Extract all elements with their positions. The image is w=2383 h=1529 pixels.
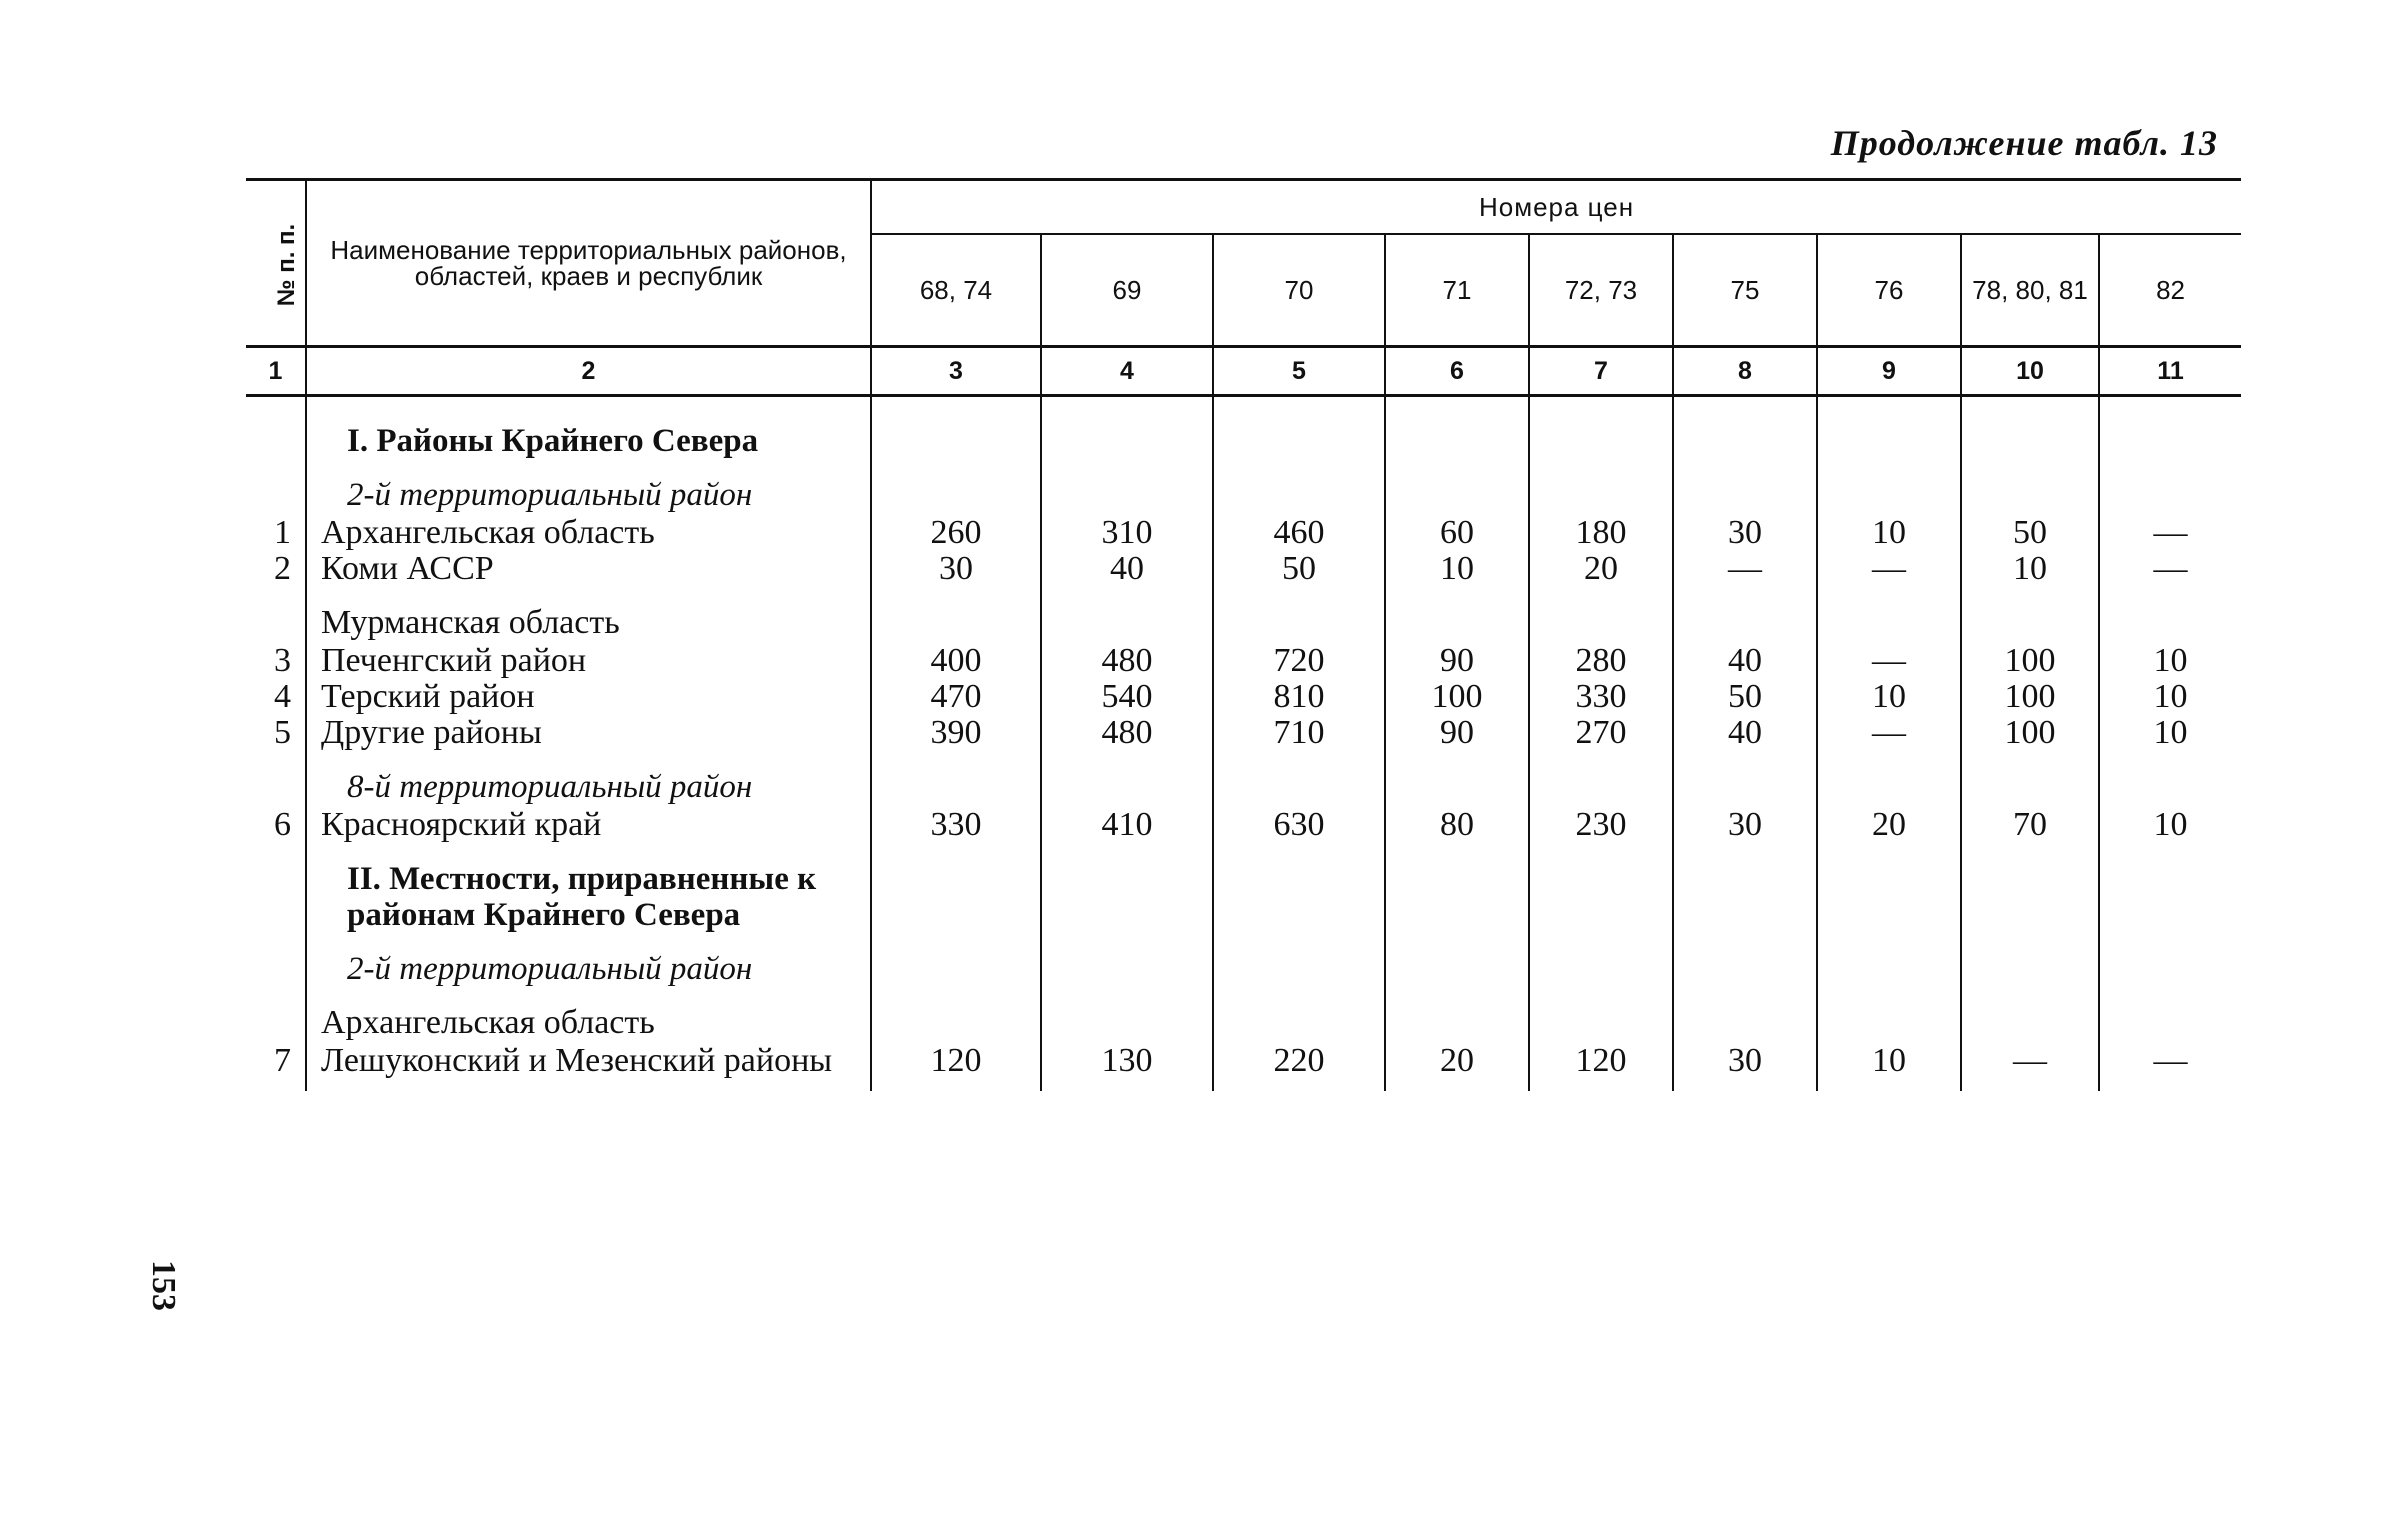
price-value-cell [871,605,1041,641]
price-value-cell [1673,769,1817,805]
spacer-cell [1041,587,1213,605]
price-value-cell: 100 [1961,643,2099,679]
spacer-cell [1213,1079,1385,1091]
price-value-cell: 330 [1529,679,1673,715]
price-value-cell: 120 [1529,1043,1673,1079]
price-value-cell: 400 [871,643,1041,679]
subsection-title: 2-й территориальный район [306,477,871,513]
column-index-cell: 2 [306,347,871,396]
price-value-cell [1529,477,1673,513]
spacer-cell [1529,587,1673,605]
page-number: 153 [145,1260,182,1311]
header-group-label: Номера цен [871,180,2241,235]
spacer-cell [1385,459,1529,477]
price-value-cell: 540 [1041,679,1213,715]
price-value-cell [1961,769,2099,805]
row-number-cell [246,423,306,459]
spacer-cell [871,933,1041,951]
price-value-cell: — [1817,643,1961,679]
spacer-cell [1213,751,1385,769]
spacer-cell [1529,933,1673,951]
price-value-cell: — [1673,551,1817,587]
price-value-cell: 10 [1817,679,1961,715]
spacer-cell [306,396,871,424]
spacer-cell [246,751,306,769]
price-value-cell [1213,769,1385,805]
price-code-header: 78, 80, 81 [1961,234,2099,347]
price-value-cell: — [1817,715,1961,751]
price-value-cell: 630 [1213,807,1385,843]
spacer-cell [1041,987,1213,1005]
price-value-cell: 280 [1529,643,1673,679]
spacer-cell [1961,751,2099,769]
price-code-header: 72, 73 [1529,234,1673,347]
spacer-cell [1041,843,1213,861]
price-value-cell: 90 [1385,643,1529,679]
section-heading-row [246,423,2241,459]
price-value-cell: 60 [1385,515,1529,551]
spacer-cell [871,396,1041,424]
price-value-cell [1817,951,1961,987]
price-value-cell: 470 [871,679,1041,715]
spacer-cell [1213,933,1385,951]
spacer-row [246,751,2241,769]
spacer-cell [2099,396,2241,424]
spacer-cell [246,1079,306,1091]
price-value-cell: — [2099,515,2241,551]
table-row [246,807,2241,843]
spacer-cell [1041,396,1213,424]
price-value-cell: 20 [1529,551,1673,587]
region-name: Терский район [306,679,871,715]
price-value-cell: 120 [871,1043,1041,1079]
table-caption: Продолжение табл. 13 [1830,123,2218,163]
price-value-cell: 100 [1961,715,2099,751]
price-value-cell: 30 [871,551,1041,587]
spacer-cell [1385,933,1529,951]
group-heading-row [246,605,2241,641]
group-heading-row [246,1005,2241,1041]
price-value-cell: 100 [1961,679,2099,715]
spacer-cell [1529,987,1673,1005]
spacer-cell [306,587,871,605]
table-row [246,515,2241,551]
row-number-cell [246,769,306,805]
spacer-cell [1529,459,1673,477]
price-value-cell [1673,423,1817,459]
region-name: Коми АССР [306,551,871,587]
header-no-label: № п. п. [273,223,301,306]
price-value-cell: 50 [1961,515,2099,551]
column-index-cell: 10 [1961,347,2099,396]
price-value-cell [1817,861,1961,933]
price-value-cell: 460 [1213,515,1385,551]
row-number-cell [246,861,306,933]
price-value-cell: 100 [1385,679,1529,715]
table-row [246,1043,2241,1079]
table-row [246,551,2241,587]
spacer-cell [1961,987,2099,1005]
spacer-cell [1673,843,1817,861]
spacer-cell [1673,587,1817,605]
spacer-row [246,987,2241,1005]
price-value-cell [871,861,1041,933]
price-value-cell: 270 [1529,715,1673,751]
price-value-cell [2099,1005,2241,1041]
price-value-cell [1673,605,1817,641]
spacer-cell [2099,843,2241,861]
spacer-cell [871,459,1041,477]
price-value-cell: 220 [1213,1043,1385,1079]
spacer-cell [246,933,306,951]
price-value-cell [1385,423,1529,459]
section-heading-row [246,861,2241,933]
price-value-cell [1817,1005,1961,1041]
price-value-cell [1213,423,1385,459]
section-title: II. Местности, приравненные к районам Крайнего Севера [306,861,871,933]
price-value-cell [1041,861,1213,933]
price-value-cell [1529,1005,1673,1041]
subsection-heading-row [246,477,2241,513]
price-code-header: 75 [1673,234,1817,347]
spacer-cell [306,987,871,1005]
spacer-cell [1673,459,1817,477]
spacer-cell [2099,587,2241,605]
spacer-cell [1385,751,1529,769]
price-value-cell [871,951,1041,987]
price-value-cell [1213,477,1385,513]
price-value-cell [1041,605,1213,641]
spacer-cell [246,987,306,1005]
price-value-cell [1529,861,1673,933]
price-value-cell [871,769,1041,805]
price-value-cell [1385,769,1529,805]
spacer-cell [1817,587,1961,605]
spacer-cell [1041,1079,1213,1091]
row-number-cell [246,477,306,513]
price-value-cell [1817,769,1961,805]
group-title: Архангельская область [306,1005,871,1041]
price-value-cell [871,423,1041,459]
column-index-cell: 6 [1385,347,1529,396]
spacer-cell [1041,459,1213,477]
spacer-cell [1817,396,1961,424]
price-value-cell [1041,423,1213,459]
spacer-row [246,396,2241,424]
spacer-cell [306,1079,871,1091]
price-value-cell: 30 [1673,515,1817,551]
price-value-cell: 20 [1817,807,1961,843]
region-name: Другие районы [306,715,871,751]
price-value-cell: 20 [1385,1043,1529,1079]
row-number-cell [246,951,306,987]
price-value-cell [1673,477,1817,513]
spacer-cell [1385,843,1529,861]
spacer-cell [246,396,306,424]
spacer-cell [1817,843,1961,861]
spacer-cell [1673,396,1817,424]
price-value-cell: 80 [1385,807,1529,843]
spacer-row [246,587,2241,605]
price-code-header: 76 [1817,234,1961,347]
subsection-title: 2-й территориальный район [306,951,871,987]
spacer-cell [1529,1079,1673,1091]
price-code-header: 68, 74 [871,234,1041,347]
price-value-cell [1213,1005,1385,1041]
price-value-cell: 310 [1041,515,1213,551]
spacer-cell [1385,587,1529,605]
price-value-cell [1529,951,1673,987]
price-value-cell: 10 [2099,715,2241,751]
price-value-cell: 480 [1041,643,1213,679]
price-code-header: 71 [1385,234,1529,347]
spacer-cell [306,751,871,769]
table-body [246,396,2241,1092]
price-value-cell [1385,477,1529,513]
spacer-cell [1673,751,1817,769]
subsection-heading-row [246,769,2241,805]
price-value-cell: 330 [871,807,1041,843]
spacer-cell [1213,843,1385,861]
price-value-cell: 410 [1041,807,1213,843]
spacer-cell [306,843,871,861]
price-value-cell: 30 [1673,1043,1817,1079]
spacer-cell [871,987,1041,1005]
price-value-cell: 10 [1817,515,1961,551]
price-value-cell [871,1005,1041,1041]
price-value-cell: 230 [1529,807,1673,843]
price-value-cell [1529,605,1673,641]
column-index-row [246,347,2241,396]
spacer-cell [1385,987,1529,1005]
price-value-cell [1385,861,1529,933]
row-number-cell: 6 [274,806,291,843]
price-value-cell: 40 [1673,715,1817,751]
price-value-cell: 260 [871,515,1041,551]
region-name: Красноярский край [306,807,871,843]
price-value-cell: 10 [1385,551,1529,587]
price-value-cell: 70 [1961,807,2099,843]
price-value-cell [1817,477,1961,513]
price-code-header: 82 [2099,234,2241,347]
spacer-cell [306,459,871,477]
region-name: Лешуконский и Мезенский районы [306,1043,871,1079]
spacer-cell [246,587,306,605]
price-value-cell: 10 [2099,643,2241,679]
spacer-row [246,933,2241,951]
spacer-cell [1817,987,1961,1005]
price-value-cell: 90 [1385,715,1529,751]
spacer-cell [1817,933,1961,951]
price-value-cell: — [2099,551,2241,587]
price-value-cell [1961,605,2099,641]
spacer-cell [306,933,871,951]
price-value-cell: 810 [1213,679,1385,715]
price-value-cell [1041,1005,1213,1041]
spacer-cell [1213,459,1385,477]
price-value-cell [2099,769,2241,805]
price-value-cell [1817,423,1961,459]
spacer-cell [2099,459,2241,477]
table-row [246,715,2241,751]
price-value-cell [871,477,1041,513]
price-value-cell [1673,861,1817,933]
row-number-cell: 5 [274,714,291,751]
price-value-cell [2099,605,2241,641]
row-number-cell [246,605,306,641]
column-index-cell: 8 [1673,347,1817,396]
spacer-cell [1529,751,1673,769]
row-number-cell: 2 [274,550,291,587]
price-value-cell [1961,951,2099,987]
spacer-cell [1041,751,1213,769]
spacer-cell [1673,933,1817,951]
price-value-cell [1041,769,1213,805]
spacer-cell [1529,396,1673,424]
price-value-cell [1041,951,1213,987]
spacer-row [246,459,2241,477]
price-value-cell [1673,1005,1817,1041]
column-index-cell: 7 [1529,347,1673,396]
column-index-cell: 1 [246,347,306,396]
spacer-cell [1041,933,1213,951]
spacer-cell [1817,1079,1961,1091]
price-value-cell: 130 [1041,1043,1213,1079]
table-row [246,643,2241,679]
price-value-cell: — [2099,1043,2241,1079]
spacer-row [246,1079,2241,1091]
price-value-cell: 10 [2099,807,2241,843]
price-value-cell: 40 [1041,551,1213,587]
row-number-cell: 7 [274,1042,291,1079]
price-value-cell [1673,951,1817,987]
price-value-cell [1385,951,1529,987]
spacer-row [246,843,2241,861]
spacer-cell [1817,459,1961,477]
row-number-cell: 1 [274,514,291,551]
subsection-title: 8-й территориальный район [306,769,871,805]
price-value-cell [1961,423,2099,459]
column-index-cell: 4 [1041,347,1213,396]
column-index-cell: 9 [1817,347,1961,396]
spacer-cell [871,843,1041,861]
price-value-cell [2099,951,2241,987]
row-number-cell: 3 [274,642,291,679]
price-value-cell [2099,861,2241,933]
price-value-cell [1213,861,1385,933]
subsection-heading-row [246,951,2241,987]
section-title: I. Районы Крайнего Севера [306,423,871,459]
price-code-header: 70 [1213,234,1385,347]
price-value-cell: 10 [1961,551,2099,587]
price-value-cell [1385,1005,1529,1041]
spacer-cell [1385,1079,1529,1091]
spacer-cell [2099,933,2241,951]
region-name: Архангельская область [306,515,871,551]
price-value-cell: 10 [2099,679,2241,715]
spacer-cell [246,843,306,861]
price-value-cell [2099,423,2241,459]
row-number-cell [246,1005,306,1041]
header-no-cell [246,180,306,347]
spacer-cell [2099,1079,2241,1091]
column-index-cell: 5 [1213,347,1385,396]
table-row [246,679,2241,715]
price-value-cell: 720 [1213,643,1385,679]
group-title: Мурманская область [306,605,871,641]
column-index-cell: 11 [2099,347,2241,396]
price-value-cell [1961,1005,2099,1041]
spacer-cell [1673,1079,1817,1091]
price-value-cell: — [1817,551,1961,587]
spacer-cell [1385,396,1529,424]
header-name-label: Наименование территориальных районов, областей, краев и республик [306,180,871,347]
spacer-cell [1961,843,2099,861]
price-value-cell [1961,861,2099,933]
price-value-cell: 30 [1673,807,1817,843]
spacer-cell [871,1079,1041,1091]
spacer-cell [1961,459,2099,477]
spacer-cell [871,751,1041,769]
column-index-cell: 3 [871,347,1041,396]
price-value-cell [1529,769,1673,805]
spacer-cell [1529,843,1673,861]
spacer-cell [1961,587,2099,605]
price-value-cell [1817,605,1961,641]
spacer-cell [2099,987,2241,1005]
price-value-cell: 710 [1213,715,1385,751]
price-value-cell: 10 [1817,1043,1961,1079]
row-number-cell: 4 [274,678,291,715]
price-value-cell [2099,477,2241,513]
spacer-cell [871,587,1041,605]
spacer-cell [2099,751,2241,769]
price-value-cell: 180 [1529,515,1673,551]
price-value-cell [1385,605,1529,641]
price-value-cell [1529,423,1673,459]
region-name: Печенгский район [306,643,871,679]
price-value-cell: 40 [1673,643,1817,679]
price-value-cell: 390 [871,715,1041,751]
spacer-cell [1961,933,2099,951]
price-value-cell [1041,477,1213,513]
spacer-cell [1961,1079,2099,1091]
spacer-cell [1961,396,2099,424]
spacer-cell [246,459,306,477]
price-code-header: 69 [1041,234,1213,347]
spacer-cell [1817,751,1961,769]
price-table [246,178,2241,1091]
spacer-cell [1673,987,1817,1005]
price-value-cell [1961,477,2099,513]
spacer-cell [1213,587,1385,605]
price-value-cell: 50 [1673,679,1817,715]
price-value-cell [1213,951,1385,987]
price-value-cell [1213,605,1385,641]
price-value-cell: — [1961,1043,2099,1079]
spacer-cell [1213,987,1385,1005]
spacer-cell [1213,396,1385,424]
price-value-cell: 480 [1041,715,1213,751]
price-value-cell: 50 [1213,551,1385,587]
